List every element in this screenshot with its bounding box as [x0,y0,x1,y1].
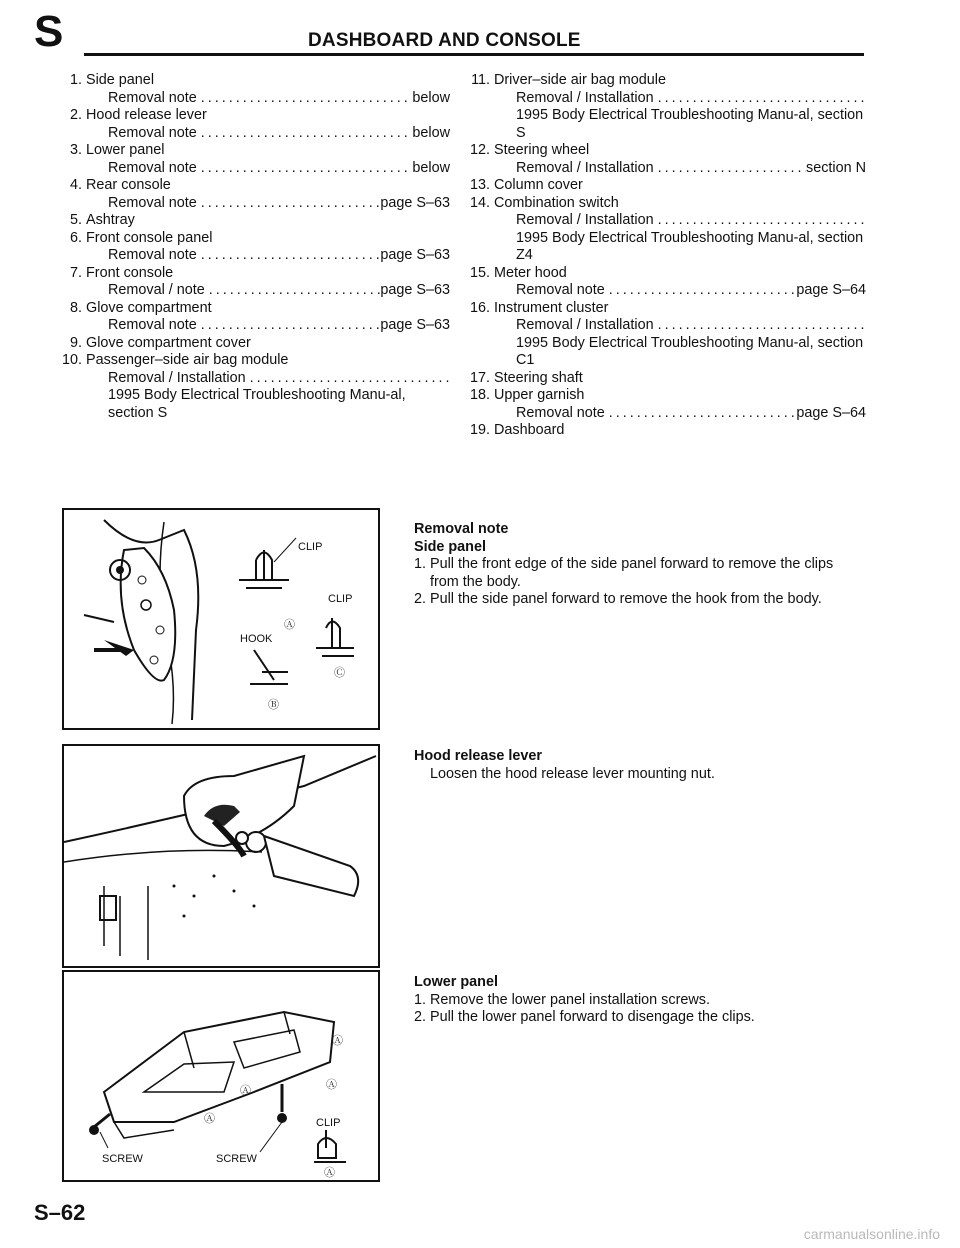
reference-target: page S–63 [380,194,450,211]
dot-leader [246,370,450,388]
list-item-reference [60,125,450,143]
list-item-reference [60,247,450,265]
clip-label-top: CLIP [298,541,323,553]
list-item-name: Side panel [86,72,155,88]
list-item-number: 11. [471,72,490,88]
side-panel-note [414,521,864,609]
list-item-title [468,195,866,213]
list-item-name: Rear console [86,177,171,193]
list-item-title [468,370,866,388]
lower-panel-note [414,974,864,1027]
removal-note-heading: Removal note [414,521,509,537]
marker-a-label: Ⓐ [284,619,295,631]
list-item-reference [468,90,866,108]
list-item-number: 15. [469,264,490,281]
list-item-name: Meter hood [494,264,567,281]
page-title: DASHBOARD AND CONSOLE [308,30,581,51]
reference-label: Removal note [108,194,197,211]
list-item [60,107,450,142]
component-list-left [60,72,450,422]
dot-leader [197,247,381,265]
list-item-name: Passenger–side air bag module [86,352,289,368]
list-item [60,265,450,300]
list-item-title [60,177,450,195]
lower-panel-step-1: 1. Remove the lower panel installation screws. [414,991,710,1008]
list-item-title [468,177,866,195]
list-item [468,195,866,265]
list-item [468,422,866,440]
list-item-reference [60,317,450,335]
list-item-name: Steering shaft [494,369,583,386]
manual-reference: 1995 Body Electrical Troubleshooting Manu-al, section S [516,107,864,141]
list-item-number: 3. [69,142,82,158]
dot-leader [654,160,806,178]
list-item-name: Front console panel [86,229,213,246]
side-panel-illustration [64,510,378,728]
list-item-reference [60,195,450,213]
list-item-name: Hood release lever [86,107,207,123]
reference-target: below [412,159,450,176]
clip-label-right: CLIP [328,593,353,605]
list-item [60,335,450,353]
list-item-reference [468,160,866,178]
dot-leader [654,90,866,108]
list-item [60,177,450,212]
component-list-right [468,72,866,440]
header-rule [84,53,864,56]
reference-label: Removal / Installation [516,317,654,333]
side-panel-figure [62,508,380,730]
list-item-reference [468,405,866,423]
list-item [60,72,450,107]
list-item-title [60,212,450,230]
reference-target: page S–63 [380,247,450,263]
list-item-title [468,142,866,160]
list-item-name: Instrument cluster [494,299,609,316]
list-item [468,370,866,388]
list-item-reference [468,317,866,335]
reference-label: Removal / Installation [516,212,654,228]
dot-leader [197,317,381,335]
list-item-number: 6. [69,229,82,246]
reference-label: Removal note [516,282,605,298]
list-item-number: 8. [69,299,82,316]
list-item-name: Upper garnish [494,387,585,403]
marker-a-right: Ⓐ [332,1035,343,1047]
list-item-title [60,352,450,370]
list-item-number: 7. [69,264,82,281]
dot-leader [654,212,866,230]
list-item-number: 1. [69,72,82,88]
list-item-number: 4. [69,177,82,193]
manual-reference: 1995 Body Electrical Troubleshooting Manu-al, section Z4 [516,229,864,263]
list-item [468,177,866,195]
list-item-name: Ashtray [86,212,135,228]
dot-leader [197,125,413,143]
list-item-title [468,300,866,318]
list-item-name: Glove compartment cover [86,334,251,351]
list-item-number: 2. [69,107,82,123]
list-item-number: 19. [469,422,490,438]
list-item-title [60,335,450,353]
reference-target: page S–64 [796,282,866,298]
reference-label: Removal note [108,317,197,333]
dot-leader [654,317,866,335]
screw-label-left: SCREW [102,1153,143,1165]
reference-target: page S–63 [380,282,450,298]
list-item-title [468,265,866,283]
hood-release-figure [62,744,380,968]
list-item-number: 10. [61,352,82,368]
list-item-number: 14. [469,194,490,211]
list-item-name: Lower panel [86,142,165,158]
dot-leader [605,405,797,423]
reference-label: Removal note [516,404,605,421]
list-item-name: Driver–side air bag module [494,72,666,88]
list-item [60,352,450,422]
list-item [60,142,450,177]
lower-panel-illustration [64,972,378,1180]
dot-leader [197,160,413,178]
list-item-title [60,265,450,283]
reference-label: Removal / Installation [516,159,654,176]
lower-panel-step-2: 2. Pull the lower panel forward to disengage the clips. [414,1009,755,1025]
dot-leader [205,282,381,300]
list-item [468,387,866,422]
manual-reference: 1995 Body Electrical Troubleshooting Manu-al, section S [108,387,406,421]
list-item-number: 13. [469,177,490,193]
reference-label: Removal note [108,89,197,106]
reference-label: Removal note [108,159,197,176]
list-item-reference [60,160,450,178]
list-item [468,265,866,300]
list-item-name: Column cover [494,177,583,193]
list-item-title [60,107,450,125]
list-item-number: 9. [69,334,82,351]
list-item-title [60,300,450,318]
side-panel-step-1: 1. Pull the front edge of the side panel forward to remove the clips from the body. [414,556,834,590]
hook-label: HOOK [240,633,273,645]
list-item-name: Front console [86,264,174,281]
list-item-number: 17. [469,369,490,386]
list-item-name: Dashboard [494,422,565,438]
reference-target: below [412,89,450,106]
list-item-title [468,422,866,440]
marker-b-label: Ⓑ [268,699,279,711]
list-item [468,300,866,370]
list-item-number: 18. [469,387,490,403]
side-panel-heading: Side panel [414,538,486,555]
marker-a-center: Ⓐ [240,1085,251,1097]
marker-c-label: Ⓒ [334,667,345,679]
reference-label: Removal note [108,124,197,141]
reference-label: Removal / Installation [516,89,654,106]
screw-label-right: SCREW [216,1153,257,1165]
dot-leader [605,282,797,300]
list-item-reference [60,282,450,300]
list-item-title [60,142,450,160]
reference-target: page S–63 [380,317,450,333]
list-item-reference [468,212,866,230]
reference-label: Removal note [108,247,197,263]
dot-leader [197,195,381,213]
list-item [60,230,450,265]
list-item-reference [60,370,450,388]
hood-lever-note [414,748,864,783]
list-item-name: Glove compartment [86,299,212,316]
page-number: S–62 [34,1200,86,1225]
reference-label: Removal / note [108,282,205,298]
clip-label: CLIP [316,1117,341,1129]
list-item-title [60,72,450,90]
list-item [468,72,866,142]
list-item-name: Combination switch [494,194,619,211]
list-item-name: Steering wheel [494,142,590,158]
list-item [60,212,450,230]
manual-reference: 1995 Body Electrical Troubleshooting Manu-al, section C1 [516,334,864,368]
dot-leader [197,90,413,108]
list-item [468,142,866,177]
list-item-reference [60,90,450,108]
list-item-reference [468,282,866,300]
reference-target: section N [806,159,866,176]
list-item-title [468,72,866,90]
marker-a-left: Ⓐ [204,1113,215,1125]
list-item-number: 12. [469,142,490,158]
marker-a-bottom: Ⓐ [324,1167,335,1179]
hood-release-illustration [64,746,378,966]
reference-target: below [412,124,450,141]
list-item-title [468,387,866,405]
reference-label: Removal / Installation [108,369,246,386]
marker-a-mid: Ⓐ [326,1079,337,1091]
side-panel-step-2: 2. Pull the side panel forward to remove the hook from the body. [414,591,822,607]
hood-lever-text: Loosen the hood release lever mounting nut. [430,765,715,782]
list-item-title [60,230,450,248]
lower-panel-figure [62,970,380,1182]
watermark: carmanualsonline.info [803,1226,940,1242]
list-item-number: 16. [469,299,490,316]
reference-target: page S–64 [796,404,866,421]
lower-panel-heading: Lower panel [414,974,498,990]
section-letter: S [34,7,64,56]
list-item [60,300,450,335]
hood-lever-heading: Hood release lever [414,748,542,764]
list-item-number: 5. [69,212,82,228]
